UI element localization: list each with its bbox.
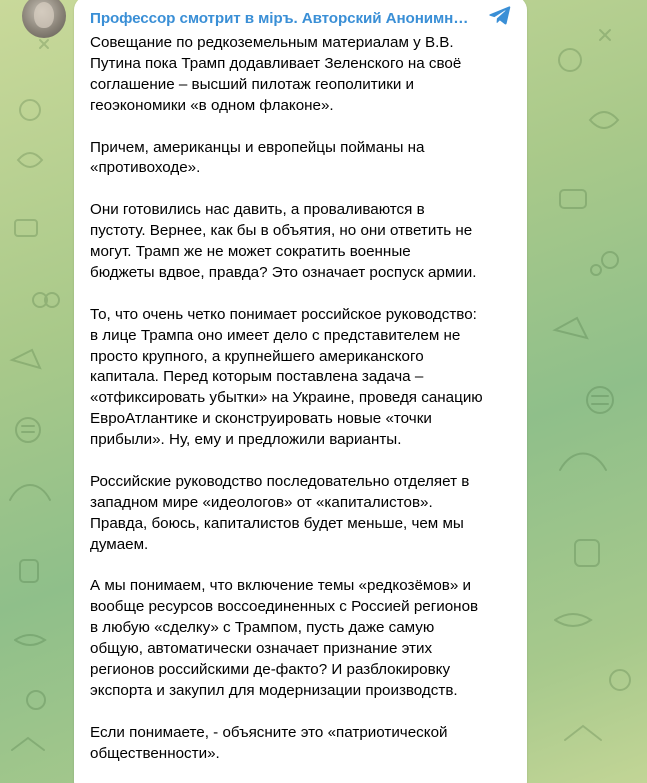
- message-paragraph: [90, 305, 515, 451]
- text-line: Они готовились нас давить, а проваливаются в: [90, 201, 425, 219]
- text-line: в лице Трампа оно имеет дело с представителем не: [90, 326, 461, 344]
- text-line: в любую «сделку» с Трампом, пусть даже самую: [90, 619, 435, 637]
- text-line: могут. Трамп же не может сократить военные: [90, 243, 411, 261]
- text-line: регионов российскими де-факто? И разблокировку: [90, 661, 451, 679]
- text-line: пустоту. Вернее, как бы в объятия, но они ответить не: [90, 222, 473, 240]
- channel-name-link[interactable]: Профессор смотрит в міръ. Авторский Анонимн…: [90, 9, 469, 27]
- text-line: А мы понимаем, что включение темы «редкозёмов» и: [90, 577, 472, 595]
- text-line: соглашение – высший пилотаж геополитики и: [90, 75, 415, 93]
- telegram-share-icon: [488, 4, 512, 31]
- message-paragraph: [90, 138, 515, 180]
- text-line: То, что очень четко понимает российское руководство:: [90, 305, 477, 323]
- text-line: «отфиксировать убытки» на Украине, проведя санацию: [90, 389, 483, 407]
- message-paragraph: [90, 723, 515, 765]
- message-paragraph: [90, 472, 515, 556]
- message-paragraph: [90, 200, 515, 284]
- text-line: общую, автоматически означает признание этих: [90, 640, 433, 658]
- text-line: геоэкономики «в одном флаконе».: [90, 96, 334, 114]
- message-paragraph: [90, 33, 515, 117]
- message-text: [90, 33, 515, 783]
- text-line: ЕвроАтлантике и сконструировать новые «точки: [90, 410, 432, 428]
- message-bubble: [74, 0, 527, 783]
- text-line: капитала. Перед которым поставлена задача –: [90, 368, 424, 386]
- text-line: экспорта и закупил для модернизации производств.: [90, 682, 458, 700]
- text-line: бюджеты вдвое, правда? Это означает роспуск армии.: [90, 263, 477, 281]
- share-button[interactable]: [486, 5, 514, 29]
- text-line: Путина пока Трамп додавливает Зеленского на своё: [90, 54, 462, 72]
- message-header: [90, 7, 480, 29]
- text-line: общественности».: [90, 744, 220, 762]
- text-line: Российские руководство последовательно отделяет в: [90, 472, 470, 490]
- text-line: Если понимаете, - объясните это «патриотической: [90, 723, 448, 741]
- text-line: думаем.: [90, 535, 149, 553]
- text-line: прибыли». Ну, ему и предложили варианты.: [90, 431, 402, 449]
- text-line: вообще ресурсов воссоединенных с Россией регионов: [90, 598, 479, 616]
- text-line: «противоходе».: [90, 159, 201, 177]
- text-line: просто крупного, а крупнейшего американского: [90, 347, 424, 365]
- text-line: Совещание по редкоземельным материалам у В.В.: [90, 34, 454, 51]
- text-line: Причем, американцы и европейцы пойманы на: [90, 138, 425, 156]
- message-paragraph: [90, 576, 515, 701]
- text-line: Правда, боюсь, капиталистов будет меньше, чем мы: [90, 514, 464, 532]
- text-line: западном мире «идеологов» от «капиталистов».: [90, 493, 433, 511]
